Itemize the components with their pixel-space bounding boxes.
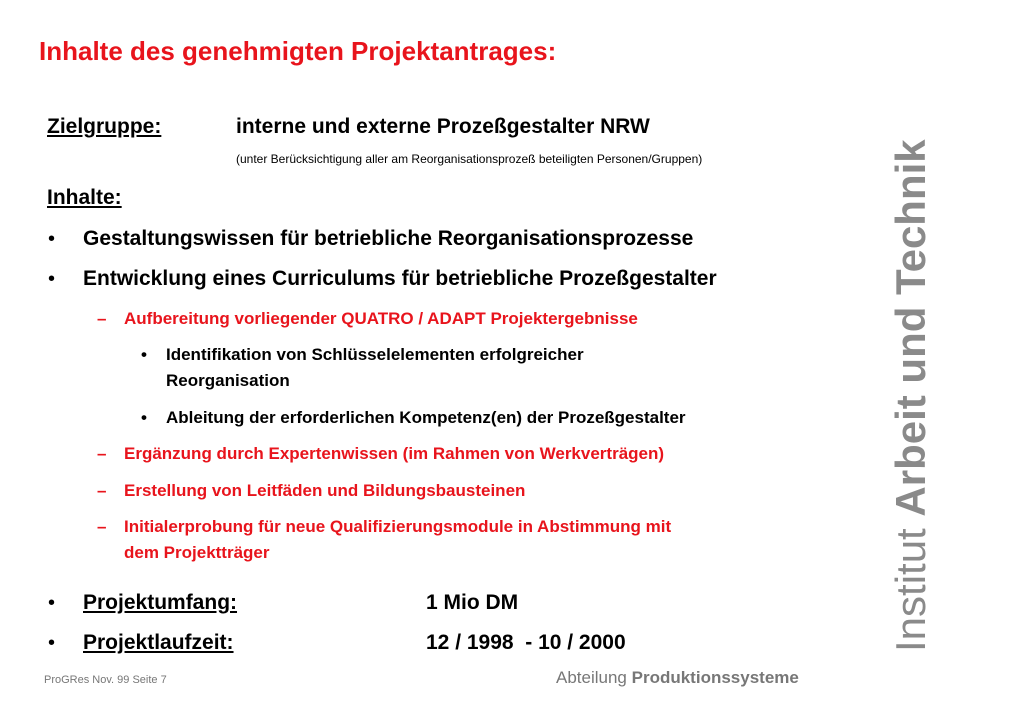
footer-page-info: ProGRes Nov. 99 Seite 7: [44, 674, 167, 686]
inhalte-subsub-1-line2: Reorganisation: [166, 371, 290, 390]
zielgruppe-value: interne und externe Prozeßgestalter NRW: [236, 115, 650, 138]
bullet-dot-icon: •: [48, 268, 56, 290]
inhalte-sub-4-line2: dem Projektträger: [124, 543, 270, 562]
bullet-dot-icon: •: [48, 632, 56, 654]
projektlaufzeit-value: 12 / 1998 - 10 / 2000: [426, 631, 626, 654]
inhalte-sub-3: Erstellung von Leitfäden und Bildungsbausteinen: [124, 481, 526, 500]
dash-icon: –: [97, 481, 107, 500]
dash-icon: –: [97, 309, 107, 328]
institute-thin-text: Institut: [887, 516, 934, 652]
zielgruppe-note: (unter Berücksichtigung aller am Reorganisationsprozeß beteiligten Personen/Gruppen): [236, 152, 703, 166]
inhalte-sub-1: Aufbereitung vorliegender QUATRO / ADAPT Projektergebnisse: [124, 309, 638, 328]
footer-department: [556, 668, 799, 688]
small-dot-icon: •: [141, 408, 147, 427]
bullet-dot-icon: •: [48, 228, 56, 250]
footer-department-bold: Produktionssysteme: [631, 668, 799, 687]
bullet-dot-icon: •: [48, 592, 56, 614]
inhalte-label: Inhalte:: [47, 186, 122, 209]
institute-vertical-logo: [888, 132, 934, 652]
small-dot-icon: •: [141, 345, 147, 364]
zielgruppe-label: Zielgruppe:: [47, 115, 162, 138]
inhalte-bullet-1: Gestaltungswissen für betriebliche Reorganisationsprozesse: [83, 227, 694, 250]
inhalte-bullet-2: Entwicklung eines Curriculums für betriebliche Prozeßgestalter: [83, 267, 717, 290]
inhalte-sub-4-line1: Initialerprobung für neue Qualifizierungsmodule in Abstimmung mit: [124, 517, 672, 536]
dash-icon: –: [97, 517, 107, 536]
projektlaufzeit-label: Projektlaufzeit:: [83, 631, 234, 654]
dash-icon: –: [97, 444, 107, 463]
slide-title: Inhalte des genehmigten Projektantrages:: [39, 36, 557, 66]
inhalte-subsub-2: Ableitung der erforderlichen Kompetenz(en) der Prozeßgestalter: [166, 408, 686, 427]
projektumfang-label: Projektumfang:: [83, 591, 238, 614]
inhalte-sub-2: Ergänzung durch Expertenwissen (im Rahmen von Werkverträgen): [124, 444, 665, 463]
institute-bold-text: Arbeit und Technik: [887, 139, 934, 517]
projektumfang-value: 1 Mio DM: [426, 591, 519, 614]
inhalte-subsub-1-line1: Identifikation von Schlüsselelementen erfolgreicher: [166, 345, 584, 364]
footer-department-thin: Abteilung: [556, 668, 632, 687]
